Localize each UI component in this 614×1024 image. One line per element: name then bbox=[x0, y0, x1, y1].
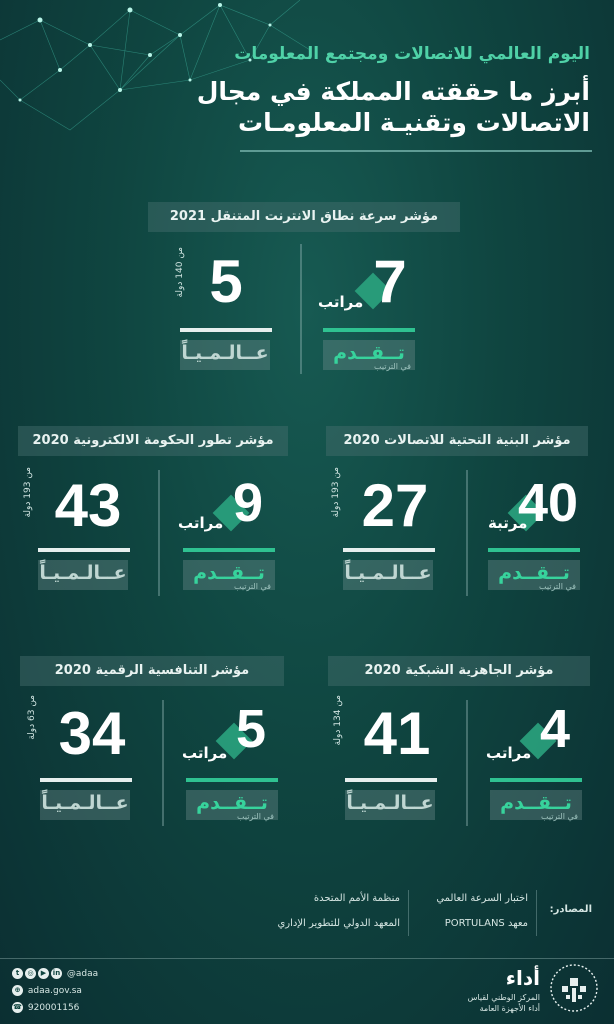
adaa-logo-icon bbox=[548, 962, 600, 1014]
twitter-icon[interactable]: t bbox=[12, 968, 23, 979]
rank-bar bbox=[343, 548, 435, 552]
rank-label-box bbox=[343, 560, 433, 590]
linkedin-icon[interactable]: in bbox=[52, 969, 61, 977]
advance-unit: مراتب bbox=[318, 293, 364, 311]
rank-bar bbox=[180, 328, 272, 332]
advance-label: تــقــدم bbox=[333, 342, 405, 364]
advance-sublabel: في الترتيب bbox=[233, 582, 271, 591]
advance-label: تــقــدم bbox=[193, 562, 265, 584]
rank-label-box bbox=[345, 790, 435, 820]
rank-label-box bbox=[40, 790, 130, 820]
source-item: معهد PORTULANS bbox=[444, 918, 528, 929]
brand-name: أداء bbox=[505, 966, 540, 990]
rank-bar bbox=[38, 548, 130, 552]
social-handle[interactable]: @adaa bbox=[66, 969, 99, 979]
sources-label: المصادر: bbox=[549, 904, 592, 915]
advance-value: 7 bbox=[373, 248, 407, 315]
rank-value: 41 bbox=[363, 700, 431, 767]
rank-label: عــالـمـيـاً bbox=[181, 342, 269, 364]
advance-bar bbox=[490, 778, 582, 782]
rank-label: عــالـمـيـاً bbox=[346, 792, 434, 814]
rank-label: عــالـمـيـاً bbox=[39, 562, 127, 584]
advance-value: 4 bbox=[539, 699, 571, 759]
footer-divider bbox=[0, 958, 614, 959]
advance-label: تــقــدم bbox=[498, 562, 570, 584]
advance-unit: مراتب bbox=[178, 514, 224, 532]
rank-value: 34 bbox=[58, 700, 126, 767]
rank-of-count: من 134 دولة bbox=[333, 695, 343, 746]
rank-of-count: من 193 دولة bbox=[23, 467, 33, 518]
rank-bar bbox=[40, 778, 132, 782]
source-item: المعهد الدولي للتطوير الإداري bbox=[277, 918, 400, 929]
brand-line2: أداء الأجهزة العامة bbox=[479, 1004, 540, 1013]
phone-row bbox=[12, 1002, 79, 1013]
column-divider bbox=[466, 470, 468, 596]
youtube-icon[interactable]: ▶ bbox=[38, 968, 49, 979]
column-divider bbox=[300, 244, 302, 374]
advance-sublabel: في الترتيب bbox=[373, 362, 411, 371]
advance-bar bbox=[186, 778, 278, 782]
advance-label: تــقــدم bbox=[196, 792, 268, 814]
website-row bbox=[12, 985, 82, 996]
rank-label-box bbox=[180, 340, 270, 370]
rank-value: 27 bbox=[361, 472, 429, 539]
advance-unit: مراتب bbox=[486, 744, 532, 762]
phone-icon: ☎ bbox=[13, 1003, 22, 1011]
brand-line1: المركز الوطني لقياس bbox=[467, 993, 540, 1002]
advance-label: تــقــدم bbox=[500, 792, 572, 814]
rank-of-count: من 63 دولة bbox=[27, 695, 37, 740]
advance-bar bbox=[488, 548, 580, 552]
advance-sublabel: في الترتيب bbox=[540, 812, 578, 821]
instagram-icon[interactable]: ◎ bbox=[25, 968, 36, 979]
sources-divider bbox=[536, 890, 537, 936]
advance-value: 9 bbox=[232, 473, 264, 533]
rank-value: 5 bbox=[209, 248, 243, 315]
website-link[interactable]: adaa.gov.sa bbox=[27, 986, 82, 996]
advance-sublabel: في الترتيب bbox=[538, 582, 576, 591]
advance-sublabel: في الترتيب bbox=[236, 812, 274, 821]
header-title-line1: أبرز ما حققته المملكة في مجال bbox=[196, 77, 590, 106]
index-title-telecom-infrastructure: مؤشر البنية التحتية للاتصالات 2020 bbox=[326, 426, 588, 456]
advance-bar bbox=[323, 328, 415, 332]
index-title-digital-competitiveness: مؤشر التنافسية الرقمية 2020 bbox=[20, 656, 284, 686]
advance-value: 5 bbox=[235, 699, 267, 759]
phone-number: 920001156 bbox=[27, 1003, 80, 1013]
globe-icon: ⊕ bbox=[12, 985, 23, 996]
source-item: منظمة الأمم المتحدة bbox=[313, 893, 400, 904]
rank-label: عــالـمـيـاً bbox=[344, 562, 432, 584]
rank-label-box bbox=[38, 560, 128, 590]
column-divider bbox=[162, 700, 164, 826]
index-title-network-readiness: مؤشر الجاهزية الشبكية 2020 bbox=[328, 656, 590, 686]
column-divider bbox=[466, 700, 468, 826]
header-subtitle: اليوم العالمي للاتصالات ومجتمع المعلومات bbox=[234, 44, 590, 64]
advance-unit: مرتبة bbox=[488, 514, 528, 532]
rank-of-count: من 140 دولة bbox=[175, 247, 185, 298]
rank-label: عــالـمـيـاً bbox=[41, 792, 129, 814]
header-divider bbox=[240, 150, 592, 152]
advance-bar bbox=[183, 548, 275, 552]
source-item: اختبار السرعة العالمي bbox=[436, 893, 528, 904]
social-row bbox=[12, 968, 98, 979]
index-title-mobile-internet: مؤشر سرعة نطاق الانترنت المتنقل 2021 bbox=[148, 202, 460, 232]
rank-value: 43 bbox=[54, 472, 122, 539]
rank-of-count: من 193 دولة bbox=[331, 467, 341, 518]
header-title-line2: الاتصالات وتقنيـة المعلومـات bbox=[237, 108, 590, 137]
rank-bar bbox=[345, 778, 437, 782]
advance-unit: مراتب bbox=[182, 744, 228, 762]
column-divider bbox=[158, 470, 160, 596]
header-title bbox=[197, 76, 590, 138]
index-title-e-government: مؤشر تطور الحكومة الالكترونية 2020 bbox=[18, 426, 288, 456]
advance-value: 40 bbox=[517, 473, 579, 533]
sources-divider bbox=[408, 890, 409, 936]
